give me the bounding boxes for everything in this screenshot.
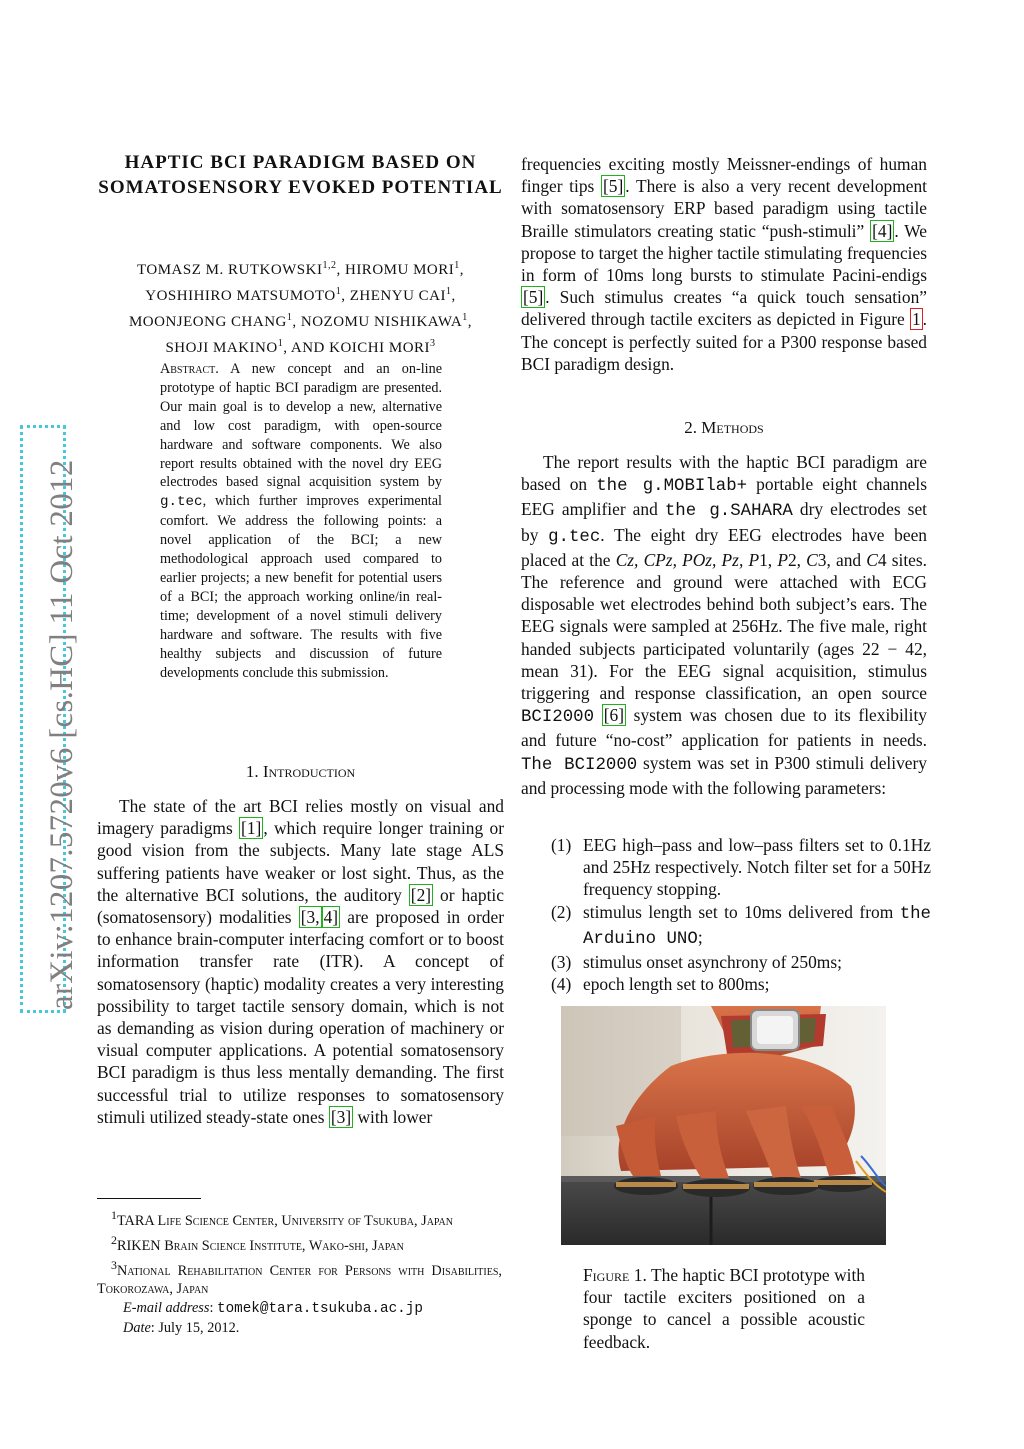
figure-link[interactable]: 1 <box>911 309 921 330</box>
author-affiliation: 1 <box>462 312 468 323</box>
figure-caption <box>583 1264 865 1353</box>
citation-link[interactable]: [1] <box>241 818 262 839</box>
affiliation-footnote: RIKEN Brain Science Institute, Wako-shi, Japan <box>116 1237 404 1254</box>
author-affiliation: 1 <box>286 312 293 323</box>
author-affiliation: 1 <box>454 260 460 271</box>
methods-body: The report results with the haptic BCI paradigm are based on the g.MOBIlab+ portable eight channels EEG amplifier and the g.SAHARA dry electrodes set by g.tec. The eight dry EEG electrodes have been placed at the Cz, CPz, POz, Pz, P1, P2, C3, and C4 sites. The reference and ground were attached with ECG disposable wet electrodes behind both subject’s ears. The EEG signals were sampled at 256Hz. The five male, right handed subjects participated voluntarily (ages 22 − 42, mean 31). For the EEG signal acquisition, stimulus triggering and response classification, an open source BCI2000 [6] system was chosen due to its flexibility and future “no-cost” application for patients in needs. The BCI2000 system was set in P300 stimuli delivery and processing mode with the following parameters: <box>521 452 928 798</box>
author-list: TOMASZ M. RUTKOWSKI$^{1,2}$, HIROMU MORI$^1$, YOSHIHIRO MATSUMOTO$^1$, ZHENYU CAI$^1$, MOONJEONG CHANG$^1$, NOZOMU NISHIKAWA$^1$, SHOJI MAKINO$^1$, AND KOICHI MORI$^3$ <box>128 260 473 356</box>
author-affiliation: 3 <box>430 338 436 349</box>
section-heading-introduction: 1. Introduction <box>245 762 356 781</box>
email-label: E-mail address <box>123 1300 210 1317</box>
figure-caption-text: The haptic BCI prototype with four tactile exciters positioned on a sponge to cancel a possible acoustic feedback. <box>583 1265 865 1352</box>
citation-link[interactable]: [2] <box>410 884 432 905</box>
author-affiliation: 1 <box>277 338 284 349</box>
author-affiliation: 1 <box>335 286 342 297</box>
author-name: ZHENYU CAI <box>349 288 446 304</box>
footnote-rule <box>97 1198 201 1199</box>
author-name: MOONJEONG CHANG <box>128 314 287 330</box>
arxiv-stamp: arXiv:1207.5720v6 [cs.HC] 11 Oct 2012 <box>44 459 80 1010</box>
citation-link[interactable]: [4] <box>872 220 893 241</box>
citation-link[interactable]: [3] <box>330 1106 352 1127</box>
paper-title: HAPTIC BCI PARADIGM BASED ON SOMATOSENSORY EVOKED POTENTIAL <box>98 152 503 198</box>
parameter-list <box>551 834 931 995</box>
citation-link[interactable]: [3, <box>300 907 320 928</box>
date-value: July 15, 2012. <box>158 1320 240 1337</box>
figure-label: Figure 1. <box>583 1265 647 1285</box>
author-name: HIROMU MORI <box>344 262 455 278</box>
citation-link[interactable]: [5] <box>523 287 544 308</box>
author-name: TOMASZ M. RUTKOWSKI <box>137 262 323 278</box>
author-separator: , AND <box>283 340 330 356</box>
author-name: NOZOMU NISHIKAWA <box>300 314 463 330</box>
abstract <box>160 360 442 682</box>
section-heading-methods: 2. Methods <box>684 418 764 437</box>
author-affiliation: 1,2 <box>322 260 337 271</box>
abstract-text: A new concept and an on-line prototype of haptic BCI paradigm are presented. Our main goal is to develop a new, alternative and low cost paradigm, with open-source hardware and software components. We also report results obtained with the novel dry EEG electrodes based signal acquisition system by <box>160 361 442 491</box>
list-item: (3) stimulus onset asynchrony of 250ms; <box>551 952 842 973</box>
figure-1-photo <box>561 1006 886 1245</box>
author-affiliation: 1 <box>446 286 452 297</box>
author-name: SHOJI MAKINO <box>165 340 278 356</box>
author-name: YOSHIHIRO MATSUMOTO <box>145 288 336 304</box>
author-name: KOICHI MORI <box>329 340 431 356</box>
introduction-continued: frequencies exciting mostly Meissner-endings of human finger tips [5] . There is also a very recent development with somatosensory ERP based paradigm using tactile Braille stimulators creating static “push-stimuli” [4] . We propose to target the higher tactile stimulating frequencies in form of 10ms long bursts to stimulate Pacini-endigs [5] . Such stimulus creates “a quick touch sensation” delivered through tactile exciters as depicted in Figure 1 . The concept is perfectly suited for a P300 response based BCI paradigm design. <box>521 154 928 374</box>
email-address[interactable]: tomek@tara.tsukuba.ac.jp <box>216 1301 423 1318</box>
affiliation-footnote: National Rehabilitation Center for Persons with Disabilities, Tokorozawa, Japan <box>97 1262 502 1298</box>
footnotes: $^1$TARA Life Science Center, University of Tsukuba, Japan $^2$RIKEN Brain Science Institute, Wako-shi, Japan $^3$National Rehabilitation Center for Persons with Disabilities, Tokorozawa, Japan E-mail address: tomek@tara.tsukuba.ac.jp Date: July 15, 2012. <box>97 1208 502 1337</box>
list-item: (2) stimulus length set to 10ms delivered from the Arduino UNO; <box>551 901 931 949</box>
date-label: Date <box>123 1320 151 1337</box>
introduction-body: The state of the art BCI relies mostly on visual and imagery paradigms [1] , which require longer training or good vision from the subjects. Many late stage ALS suffering patients have weaker or lost sight. Thus, as the the alternative BCI solutions, the auditory [2] or haptic (somatosensory) modalities [3, 4] are proposed in order to enhance brain-computer interfacing comfort or to boost information transfer rate (ITR). A concept of somatosensory (haptic) modality creates a very interesting possibility to target tactile sensory domain, which is not as demanding as vision during operation of machinery or visual computer applications. A potential somatosensory BCI paradigm is thus less mentally demanding. The first successful trial to utilize responses to somatosensory stimuli utilized steady-state ones [3] with lower <box>97 796 504 1127</box>
abstract-text: , which further improves experimental comfort. We address the following points: a novel application of the BCI; a new methodological approach used compared to earlier projects; a new benefit for potential users of a BCI; the approach working online/in real-time; development of a novel stimuli delivery hardware and software. The results with five healthy subjects and discussion of future developments conclude this submission. <box>160 493 442 681</box>
citation-link[interactable]: 4] <box>323 907 339 928</box>
citation-link[interactable]: [6] <box>603 705 625 726</box>
citation-link[interactable]: [5] <box>602 176 624 197</box>
abstract-label: Abstract. <box>160 361 219 377</box>
abstract-gtec: g.tec <box>160 494 203 511</box>
affiliation-footnote: TARA Life Science Center, University of Tsukuba, Japan <box>116 1212 453 1229</box>
list-item: (4) epoch length set to 800ms; <box>551 974 770 995</box>
list-item: (1) EEG high–pass and low–pass filters set to 0.1Hz and 25Hz respectively. Notch filter set for a 50Hz frequency stopping. <box>551 835 931 900</box>
